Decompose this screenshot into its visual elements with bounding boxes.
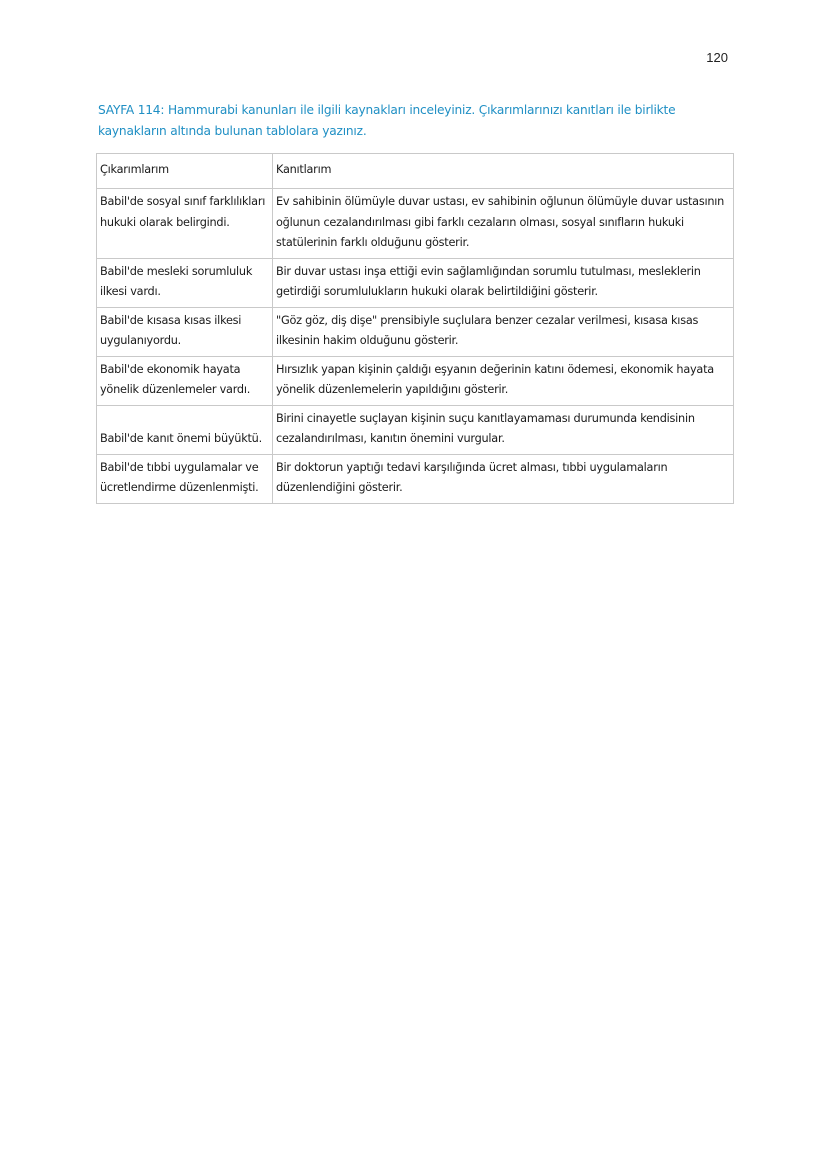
table-row (97, 356, 734, 405)
evidence-cell: Birini cinayetle suçlayan kişinin suçu kanıtlayamaması durumunda kendisinin cezalandırılması, kanıtın önemini vurgular. (273, 405, 734, 454)
evidence-cell: Bir duvar ustası inşa ettiği evin sağlamlığından sorumlu tutulması, mesleklerin getirdiği sorumlulukların hukuki olarak belirtildiğini gösterir. (273, 258, 734, 307)
evidence-cell: Bir doktorun yaptığı tedavi karşılığında ücret alması, tıbbi uygulamaların düzenlendiğini gösterir. (273, 454, 734, 503)
instruction-text: SAYFA 114: Hammurabi kanunları ile ilgili kaynakları inceleyiniz. Çıkarımlarınızı kanıtları ile birlikte kaynakların altında bulunan tablolara yazınız. (98, 103, 676, 138)
header-evidence: Kanıtlarım (273, 154, 734, 189)
table-header-row (97, 154, 734, 189)
table-row (97, 307, 734, 356)
inference-evidence-table (96, 153, 734, 504)
inference-cell: Babil'de ekonomik hayata yönelik düzenlemeler vardı. (97, 356, 273, 405)
table-row (97, 405, 734, 454)
evidence-cell: "Göz göz, diş dişe" prensibiyle suçlulara benzer cezalar verilmesi, kısasa kısas ilkesinin hakim olduğunu gösterir. (273, 307, 734, 356)
inference-cell: Babil'de kanıt önemi büyüktü. (97, 405, 273, 454)
page-number: 120 (706, 50, 728, 65)
inference-cell: Babil'de tıbbi uygulamalar ve ücretlendirme düzenlenmişti. (97, 454, 273, 503)
header-inferences: Çıkarımlarım (97, 154, 273, 189)
inference-cell: Babil'de mesleki sorumluluk ilkesi vardı. (97, 258, 273, 307)
inference-cell: Babil'de sosyal sınıf farklılıkları hukuki olarak belirgindi. (97, 189, 273, 259)
evidence-cell: Ev sahibinin ölümüyle duvar ustası, ev sahibinin oğlunun ölümüyle duvar ustasının oğlunun cezalandırılması gibi farklı cezaların olması, sosyal sınıfların hukuki statülerinin farklı olduğunu gösterir. (273, 189, 734, 259)
evidence-cell: Hırsızlık yapan kişinin çaldığı eşyanın değerinin katını ödemesi, ekonomik hayata yönelik düzenlemelerin yapıldığını gösterir. (273, 356, 734, 405)
table-row (97, 189, 734, 259)
table-row (97, 258, 734, 307)
inference-cell: Babil'de kısasa kısas ilkesi uygulanıyordu. (97, 307, 273, 356)
table-row (97, 454, 734, 503)
